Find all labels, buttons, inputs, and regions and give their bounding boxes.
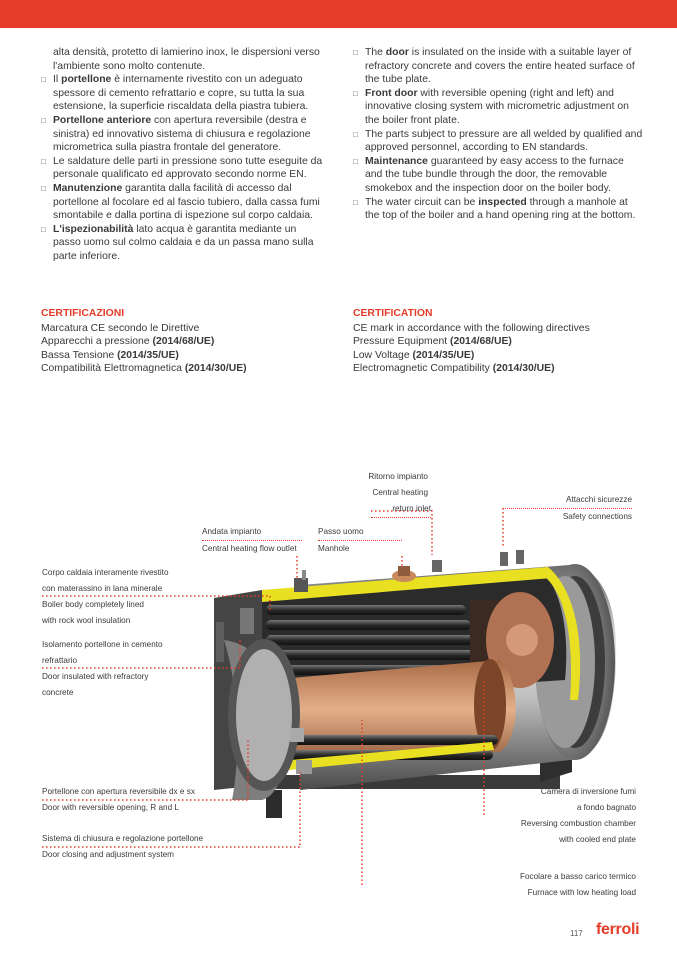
paragraph: alta densità, protetto di lamierino inox, le dispersioni verso l'ambiente sono molto contenute. [53,47,320,72]
cert-line: Bassa Tensione (2014/35/UE) [41,349,179,361]
paragraph: □ Front door with reversible opening (right and left) and innovative closing system with micrometric adjustment on the boiler front plate. [353,87,643,128]
page-number: 117 [570,929,583,938]
italian-description [41,46,326,264]
label-reversible-door: Portellone con apertura reversibile dx e sx Door with reversible opening, R and L [42,787,195,812]
cert-line: Apparecchi a pressione (2014/68/UE) [41,336,215,348]
section-heading: CERTIFICAZIONI [41,308,125,319]
cert-line: Electromagnetic Compatibility (2014/30/UE) [353,363,555,375]
label-return-inlet: Ritorno impianto Central heating [368,472,428,497]
paragraph: □ Manutenzione garantita dalla facilità di accesso dal portellone al focolare ed al fascio tubiero, dalla cassa fumi smontabile e dalla portina di ispezione sul corpo caldaia. [41,182,326,223]
paragraph: □ Le saldature delle parti in pressione sono tutte eseguite da personale qualificato ed approvato secondo norme EN. [41,155,326,182]
cert-line: Marcatura CE secondo le Direttive [41,322,200,334]
cert-line: Pressure Equipment (2014/68/UE) [353,336,512,348]
paragraph: □ The parts subject to pressure are all welded by qualified and approved personnel, according to EN standards. [353,128,643,155]
cert-line: Low Voltage (2014/35/UE) [353,349,475,361]
cert-line: Compatibilità Elettromagnetica (2014/30/UE) [41,363,247,375]
top-red-bar [0,0,677,28]
paragraph: □ Maintenance guaranteed by easy access to the furnace and the tube bundle through the door, the removable smokebox and the inspection door on the boiler body. [353,155,643,196]
cert-line: CE mark in accordance with the following directives [353,322,590,334]
certification-en [353,307,653,376]
certification-it [41,307,341,376]
paragraph: □ The door is insulated on the inside with a suitable layer of refractory concrete and covers the entire heated surface of the tube plate. [353,46,643,87]
paragraph: □ The water circuit can be inspected through a manhole at the top of the boiler and a hand opening ring at the bottom. [353,196,643,223]
paragraph: □ Il portellone è internamente rivestito con un adeguato spessore di cemento refrattario e copre, su tutta la sua estensione, la superficie riscaldata della piastra tubiera. [41,73,326,114]
label-manhole: Passo uomo Manhole [318,524,402,557]
paragraph: □ Portellone anteriore con apertura reversibile (destra e sinistra) ed innovativo sistema di chiusura e regolazione micrometrica sulla piastra frontale del generatore. [41,114,326,155]
label-flow-outlet: Andata impianto Central heating flow outlet [202,524,302,557]
label-safety-connections: Attacchi sicurezze Safety connections [503,492,632,525]
ferroli-logo: ferroli [596,921,640,938]
label-furnace: Focolare a basso carico termico Furnace with low heating load [519,872,636,897]
paragraph: □ L'ispezionabilità lato acqua è garantita mediante un passo uomo sul colmo caldaia e da un passa mano sulla parte inferiore. [41,223,326,264]
english-description [353,46,643,223]
label-reversing-chamber: Camera di inversione fumi a fondo bagnato Reversing combustion chamber with cooled end plate [520,787,636,844]
section-heading: CERTIFICATION [353,308,433,319]
label-return-inlet-en2: return inlet [371,501,431,518]
label-door-closing-system: Sistema di chiusura e regolazione portellone Door closing and adjustment system [42,834,204,859]
label-door-insulation: Isolamento portellone in cemento refrattario Door insulated with refractory concrete [42,640,163,697]
label-boiler-body-insulation: Corpo caldaia interamente rivestito con materassino in lana minerale Boiler body completely lined with rock wool insulation [42,568,169,625]
